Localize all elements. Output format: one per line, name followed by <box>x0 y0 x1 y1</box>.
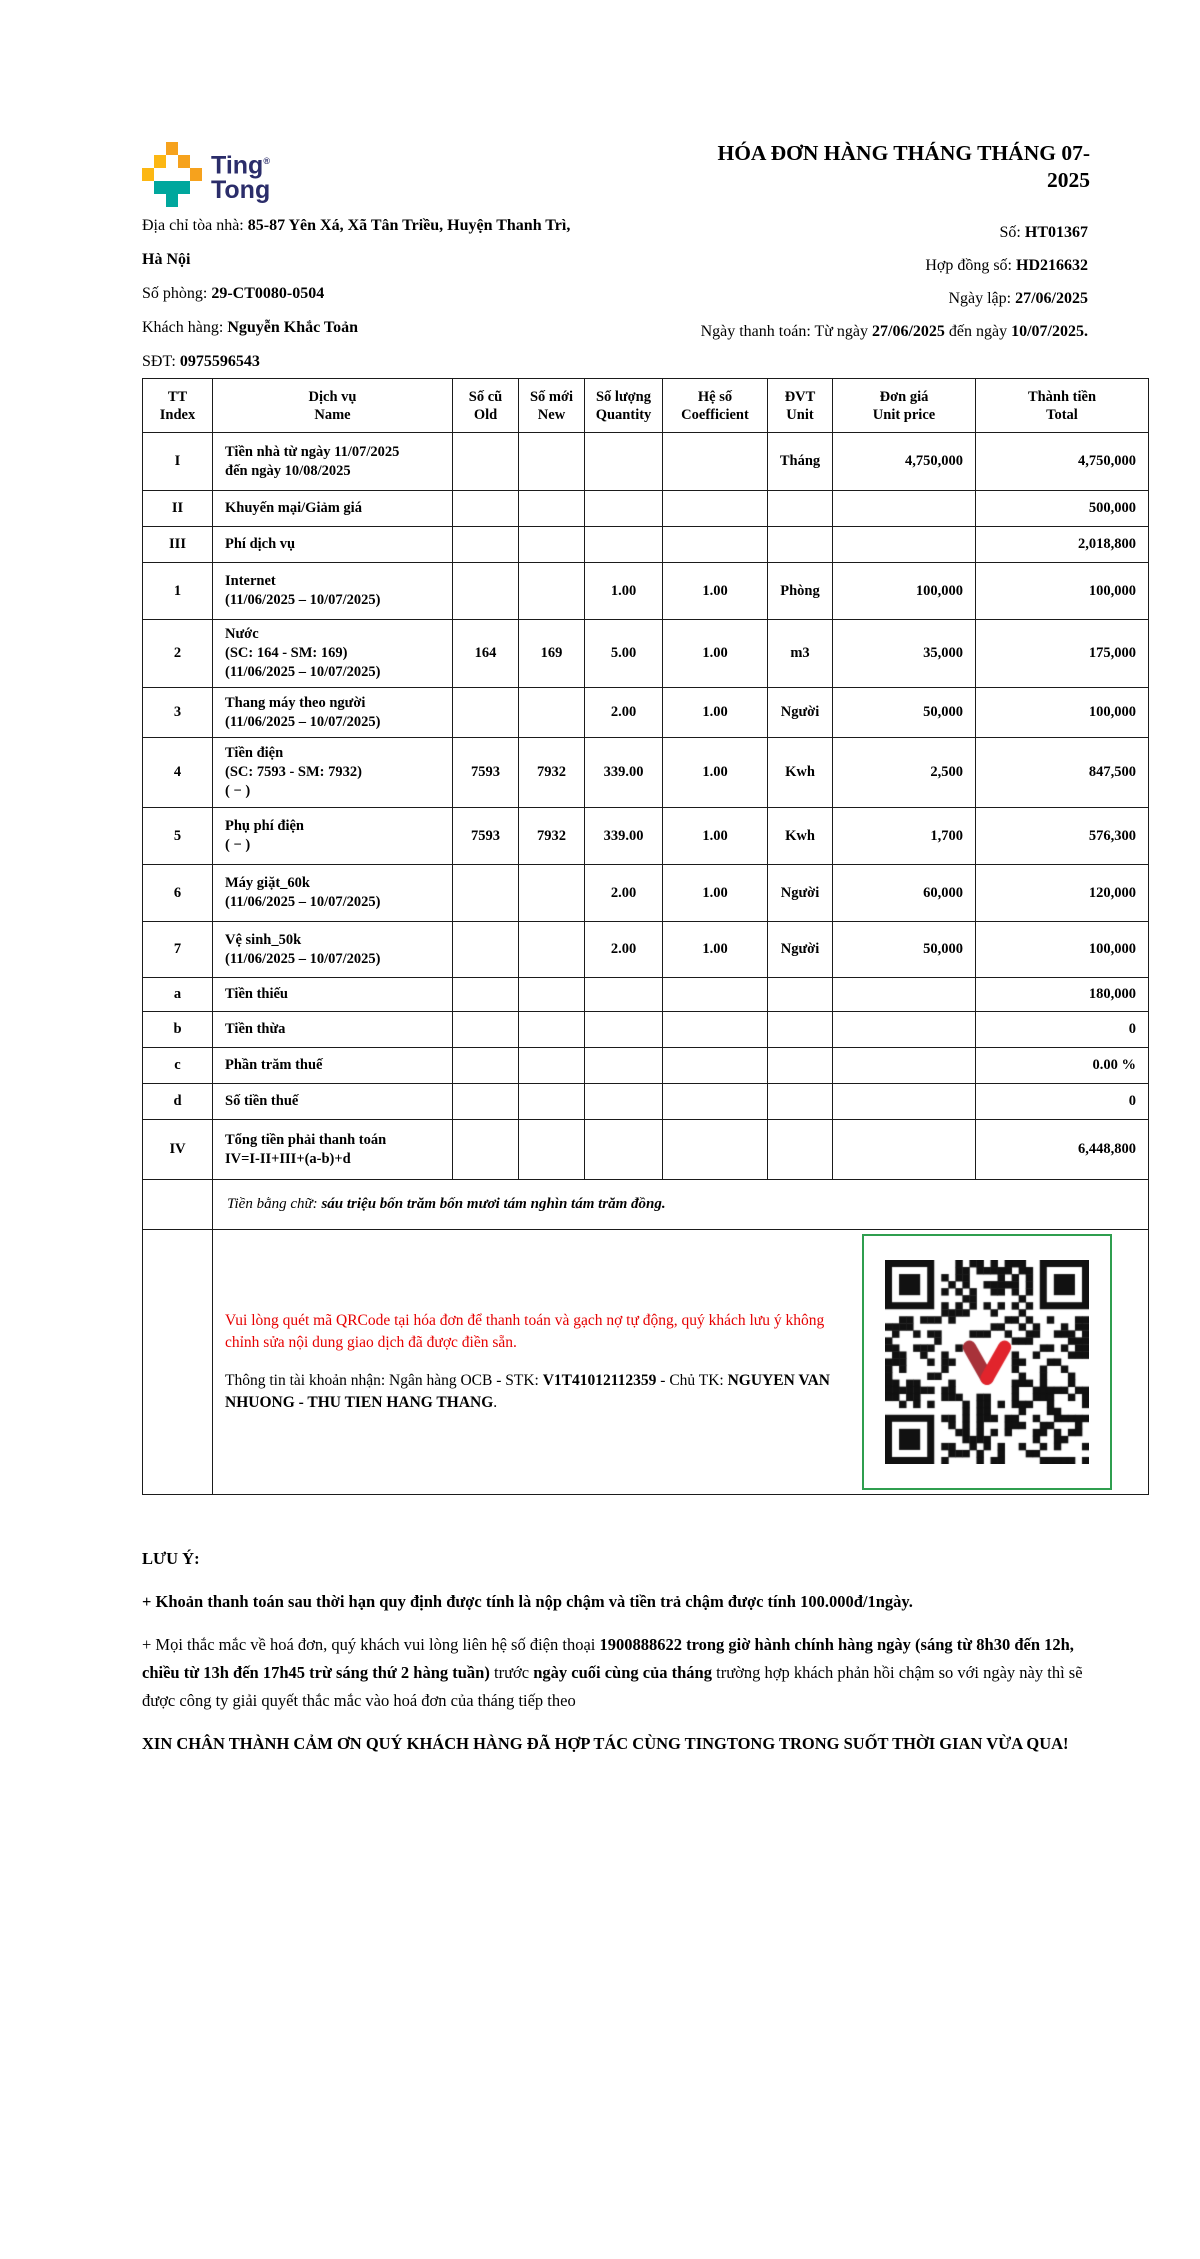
cell-total: 0 <box>976 1084 1149 1120</box>
column-header-unit: ĐVT Unit <box>768 379 833 433</box>
cell-total: 0.00 % <box>976 1048 1149 1084</box>
cell-new <box>519 491 585 527</box>
cell-new: 169 <box>519 620 585 688</box>
contract-number: Hợp đồng số: HD216632 <box>925 257 1088 274</box>
cell-coeff <box>663 1084 768 1120</box>
brand-name-top: Ting <box>211 151 264 180</box>
cell-coeff: 1.00 <box>663 688 768 738</box>
registered-mark: ® <box>263 156 270 166</box>
cell-unit: Phòng <box>768 563 833 620</box>
payment-cell <box>213 1230 1149 1495</box>
cell-price <box>833 1084 976 1120</box>
cell-new <box>519 688 585 738</box>
payment-period: Ngày thanh toán: Từ ngày 27/06/2025 đến ngày 10/07/2025. <box>700 323 1088 340</box>
cell-tt: d <box>143 1084 213 1120</box>
cell-unit: Người <box>768 922 833 978</box>
empty-cell <box>143 1180 213 1230</box>
cell-tt: II <box>143 491 213 527</box>
table-header-row <box>143 379 1149 433</box>
column-header-index: TT Index <box>143 379 213 433</box>
cell-coeff: 1.00 <box>663 808 768 865</box>
notes-title: LƯU Ý: <box>142 1549 200 1568</box>
cell-qty: 339.00 <box>585 738 663 808</box>
column-header-name: Dịch vụ Name <box>213 379 453 433</box>
cell-new <box>519 1120 585 1180</box>
cell-old <box>453 1048 519 1084</box>
footer-notes <box>142 1545 1110 1773</box>
cell-old <box>453 688 519 738</box>
empty-cell <box>143 1230 213 1495</box>
table-row <box>143 978 1149 1012</box>
cell-coeff <box>663 491 768 527</box>
cell-old <box>453 865 519 922</box>
cell-price <box>833 491 976 527</box>
cell-unit <box>768 1120 833 1180</box>
cell-price: 100,000 <box>833 563 976 620</box>
cell-old <box>453 563 519 620</box>
cell-qty <box>585 1012 663 1048</box>
cell-qty <box>585 1048 663 1084</box>
invoice-meta <box>528 216 1088 348</box>
cell-total: 100,000 <box>976 563 1149 620</box>
cell-new <box>519 527 585 563</box>
cell-coeff <box>663 1048 768 1084</box>
brand-logo <box>142 142 270 207</box>
cell-price <box>833 978 976 1012</box>
cell-tt: 6 <box>143 865 213 922</box>
cell-tt: c <box>143 1048 213 1084</box>
cell-price <box>833 1048 976 1084</box>
cell-qty: 2.00 <box>585 922 663 978</box>
cell-old <box>453 433 519 491</box>
thank-you-note: XIN CHÂN THÀNH CẢM ƠN QUÝ KHÁCH HÀNG ĐÃ HỢP TÁC CÙNG TINGTONG TRONG SUỐT THỜI GIAN VỪA QUA! <box>142 1734 1069 1753</box>
cell-unit <box>768 491 833 527</box>
cell-qty <box>585 978 663 1012</box>
table-row <box>143 527 1149 563</box>
cell-name: Vệ sinh_50k (11/06/2025 – 10/07/2025) <box>213 922 453 978</box>
cell-total: 180,000 <box>976 978 1149 1012</box>
issue-date: Ngày lập: 27/06/2025 <box>948 290 1088 307</box>
cell-new <box>519 978 585 1012</box>
cell-total: 100,000 <box>976 688 1149 738</box>
cell-qty: 1.00 <box>585 563 663 620</box>
amount-in-words: Tiền bằng chữ: sáu triệu bốn trăm bốn mươi tám nghìn tám trăm đồng. <box>213 1180 1149 1230</box>
cell-tt: b <box>143 1012 213 1048</box>
cell-name: Tiền thừa <box>213 1012 453 1048</box>
table-row <box>143 1120 1149 1180</box>
table-row <box>143 1048 1149 1084</box>
cell-price: 50,000 <box>833 922 976 978</box>
cell-unit: Người <box>768 688 833 738</box>
cell-tt: a <box>143 978 213 1012</box>
brand-wordmark <box>211 149 270 203</box>
cell-coeff <box>663 1012 768 1048</box>
cell-name: Phần trăm thuế <box>213 1048 453 1084</box>
customer-phone: SĐT: 0975596543 <box>142 353 260 370</box>
cell-old <box>453 978 519 1012</box>
cell-coeff: 1.00 <box>663 738 768 808</box>
cell-tt: 5 <box>143 808 213 865</box>
cell-tt: 3 <box>143 688 213 738</box>
cell-qty <box>585 433 663 491</box>
cell-new <box>519 1012 585 1048</box>
cell-old <box>453 922 519 978</box>
cell-old <box>453 1120 519 1180</box>
cell-total: 100,000 <box>976 922 1149 978</box>
column-header-unit-price: Đơn giá Unit price <box>833 379 976 433</box>
cell-unit <box>768 1084 833 1120</box>
room-number: Số phòng: 29-CT0080-0504 <box>142 285 325 302</box>
cell-old: 7593 <box>453 738 519 808</box>
cell-total: 120,000 <box>976 865 1149 922</box>
cell-name: Nước (SC: 164 - SM: 169) (11/06/2025 – 10/07/2025) <box>213 620 453 688</box>
cell-qty: 339.00 <box>585 808 663 865</box>
cell-tt: I <box>143 433 213 491</box>
cell-price: 1,700 <box>833 808 976 865</box>
cell-price <box>833 1120 976 1180</box>
cell-new: 7932 <box>519 738 585 808</box>
table-row <box>143 433 1149 491</box>
cell-tt: 1 <box>143 563 213 620</box>
cell-unit <box>768 978 833 1012</box>
table-row <box>143 808 1149 865</box>
column-header-coefficient: Hệ số Coefficient <box>663 379 768 433</box>
cell-old <box>453 491 519 527</box>
cell-old <box>453 1084 519 1120</box>
cell-qty <box>585 1084 663 1120</box>
cell-unit <box>768 527 833 563</box>
cell-price <box>833 527 976 563</box>
cell-coeff <box>663 978 768 1012</box>
cell-name: Phí dịch vụ <box>213 527 453 563</box>
cell-price <box>833 1012 976 1048</box>
table-row <box>143 620 1149 688</box>
contact-note: + Mọi thắc mắc về hoá đơn, quý khách vui lòng liên hệ số điện thoại 1900888622 trong giờ hành chính hàng ngày (sáng từ 8h30 đến 12h, chiều từ 13h đến 17h45 trừ sáng thứ 2 hàng tuần) trước ngày cuối cùng của tháng trường hợp khách phản hồi chậm so với ngày này thì sẽ được công ty giải quyết thắc mắc vào hoá đơn của tháng tiếp theo <box>142 1635 1083 1710</box>
building-address: Địa chỉ tòa nhà: 85-87 Yên Xá, Xã Tân Triều, Huyện Thanh Trì, Hà Nội <box>142 217 571 268</box>
column-header-old: Số cũ Old <box>453 379 519 433</box>
tingtong-logo-icon <box>142 142 202 207</box>
qr-code <box>862 1234 1112 1490</box>
table-row <box>143 738 1149 808</box>
column-header-new: Số mới New <box>519 379 585 433</box>
cell-old: 7593 <box>453 808 519 865</box>
cell-new <box>519 865 585 922</box>
cell-new <box>519 563 585 620</box>
qr-code-image <box>885 1260 1089 1464</box>
cell-tt: III <box>143 527 213 563</box>
cell-total: 175,000 <box>976 620 1149 688</box>
cell-total: 576,300 <box>976 808 1149 865</box>
table-row <box>143 1012 1149 1048</box>
cell-coeff <box>663 433 768 491</box>
amount-in-words-row <box>143 1180 1149 1230</box>
cell-new <box>519 1084 585 1120</box>
cell-tt: 2 <box>143 620 213 688</box>
invoice-table <box>142 378 1149 1495</box>
cell-total: 500,000 <box>976 491 1149 527</box>
cell-qty <box>585 491 663 527</box>
cell-price: 4,750,000 <box>833 433 976 491</box>
column-header-quantity: Số lượng Quantity <box>585 379 663 433</box>
table-row <box>143 865 1149 922</box>
cell-total: 2,018,800 <box>976 527 1149 563</box>
cell-coeff <box>663 1120 768 1180</box>
cell-unit <box>768 1012 833 1048</box>
table-row <box>143 922 1149 978</box>
brand-name-bottom: Tong <box>211 176 271 205</box>
cell-new: 7932 <box>519 808 585 865</box>
cell-name: Máy giặt_60k (11/06/2025 – 10/07/2025) <box>213 865 453 922</box>
cell-price: 2,500 <box>833 738 976 808</box>
cell-name: Phụ phí điện ( − ) <box>213 808 453 865</box>
page-title <box>450 140 1090 194</box>
cell-total: 847,500 <box>976 738 1149 808</box>
cell-name: Internet (11/06/2025 – 10/07/2025) <box>213 563 453 620</box>
cell-unit: Kwh <box>768 808 833 865</box>
cell-name: Tổng tiền phải thanh toán IV=I-II+III+(a-b)+d <box>213 1120 453 1180</box>
cell-name: Tiền điện (SC: 7593 - SM: 7932) ( − ) <box>213 738 453 808</box>
cell-name: Tiền thiếu <box>213 978 453 1012</box>
cell-old <box>453 1012 519 1048</box>
cell-tt: 7 <box>143 922 213 978</box>
customer-name: Khách hàng: Nguyễn Khắc Toản <box>142 319 359 336</box>
invoice-number: Số: HT01367 <box>999 224 1088 241</box>
cell-total: 6,448,800 <box>976 1120 1149 1180</box>
cell-qty: 2.00 <box>585 865 663 922</box>
cell-coeff: 1.00 <box>663 563 768 620</box>
cell-qty: 2.00 <box>585 688 663 738</box>
cell-qty: 5.00 <box>585 620 663 688</box>
page-title-line2: 2025 <box>1047 168 1090 192</box>
cell-total: 4,750,000 <box>976 433 1149 491</box>
table-row <box>143 688 1149 738</box>
cell-new <box>519 922 585 978</box>
cell-new <box>519 433 585 491</box>
cell-new <box>519 1048 585 1084</box>
cell-qty <box>585 1120 663 1180</box>
cell-tt: IV <box>143 1120 213 1180</box>
table-row <box>143 563 1149 620</box>
page-title-line1: HÓA ĐƠN HÀNG THÁNG THÁNG 07- <box>717 141 1090 165</box>
payment-row <box>143 1230 1149 1495</box>
cell-qty <box>585 527 663 563</box>
cell-tt: 4 <box>143 738 213 808</box>
qr-instruction: Vui lòng quét mã QRCode tại hóa đơn để thanh toán và gạch nợ tự động, quý khách lưu ý không chỉnh sửa nội dung giao dịch đã được điền sẵn. <box>225 1312 825 1351</box>
cell-coeff: 1.00 <box>663 865 768 922</box>
cell-name: Khuyến mại/Giảm giá <box>213 491 453 527</box>
cell-price: 60,000 <box>833 865 976 922</box>
cell-coeff: 1.00 <box>663 922 768 978</box>
cell-name: Thang máy theo người (11/06/2025 – 10/07/2025) <box>213 688 453 738</box>
cell-price: 35,000 <box>833 620 976 688</box>
cell-name: Số tiền thuế <box>213 1084 453 1120</box>
late-payment-note: + Khoản thanh toán sau thời hạn quy định được tính là nộp chậm và tiền trả chậm được tính 100.000đ/1ngày. <box>142 1592 913 1611</box>
table-row <box>143 491 1149 527</box>
cell-total: 0 <box>976 1012 1149 1048</box>
cell-unit: Tháng <box>768 433 833 491</box>
cell-price: 50,000 <box>833 688 976 738</box>
cell-unit: Kwh <box>768 738 833 808</box>
column-header-total: Thành tiền Total <box>976 379 1149 433</box>
cell-name: Tiền nhà từ ngày 11/07/2025 đến ngày 10/08/2025 <box>213 433 453 491</box>
cell-coeff: 1.00 <box>663 620 768 688</box>
cell-unit: Người <box>768 865 833 922</box>
cell-unit: m3 <box>768 620 833 688</box>
cell-unit <box>768 1048 833 1084</box>
table-row <box>143 1084 1149 1120</box>
cell-old: 164 <box>453 620 519 688</box>
cell-coeff <box>663 527 768 563</box>
bank-account-info: Thông tin tài khoản nhận: Ngân hàng OCB - STK: V1T41012112359 - Chủ TK: NGUYEN VAN NHUONG - THU TIEN HANG THANG. <box>225 1372 830 1411</box>
cell-old <box>453 527 519 563</box>
payment-instructions <box>213 1302 862 1422</box>
